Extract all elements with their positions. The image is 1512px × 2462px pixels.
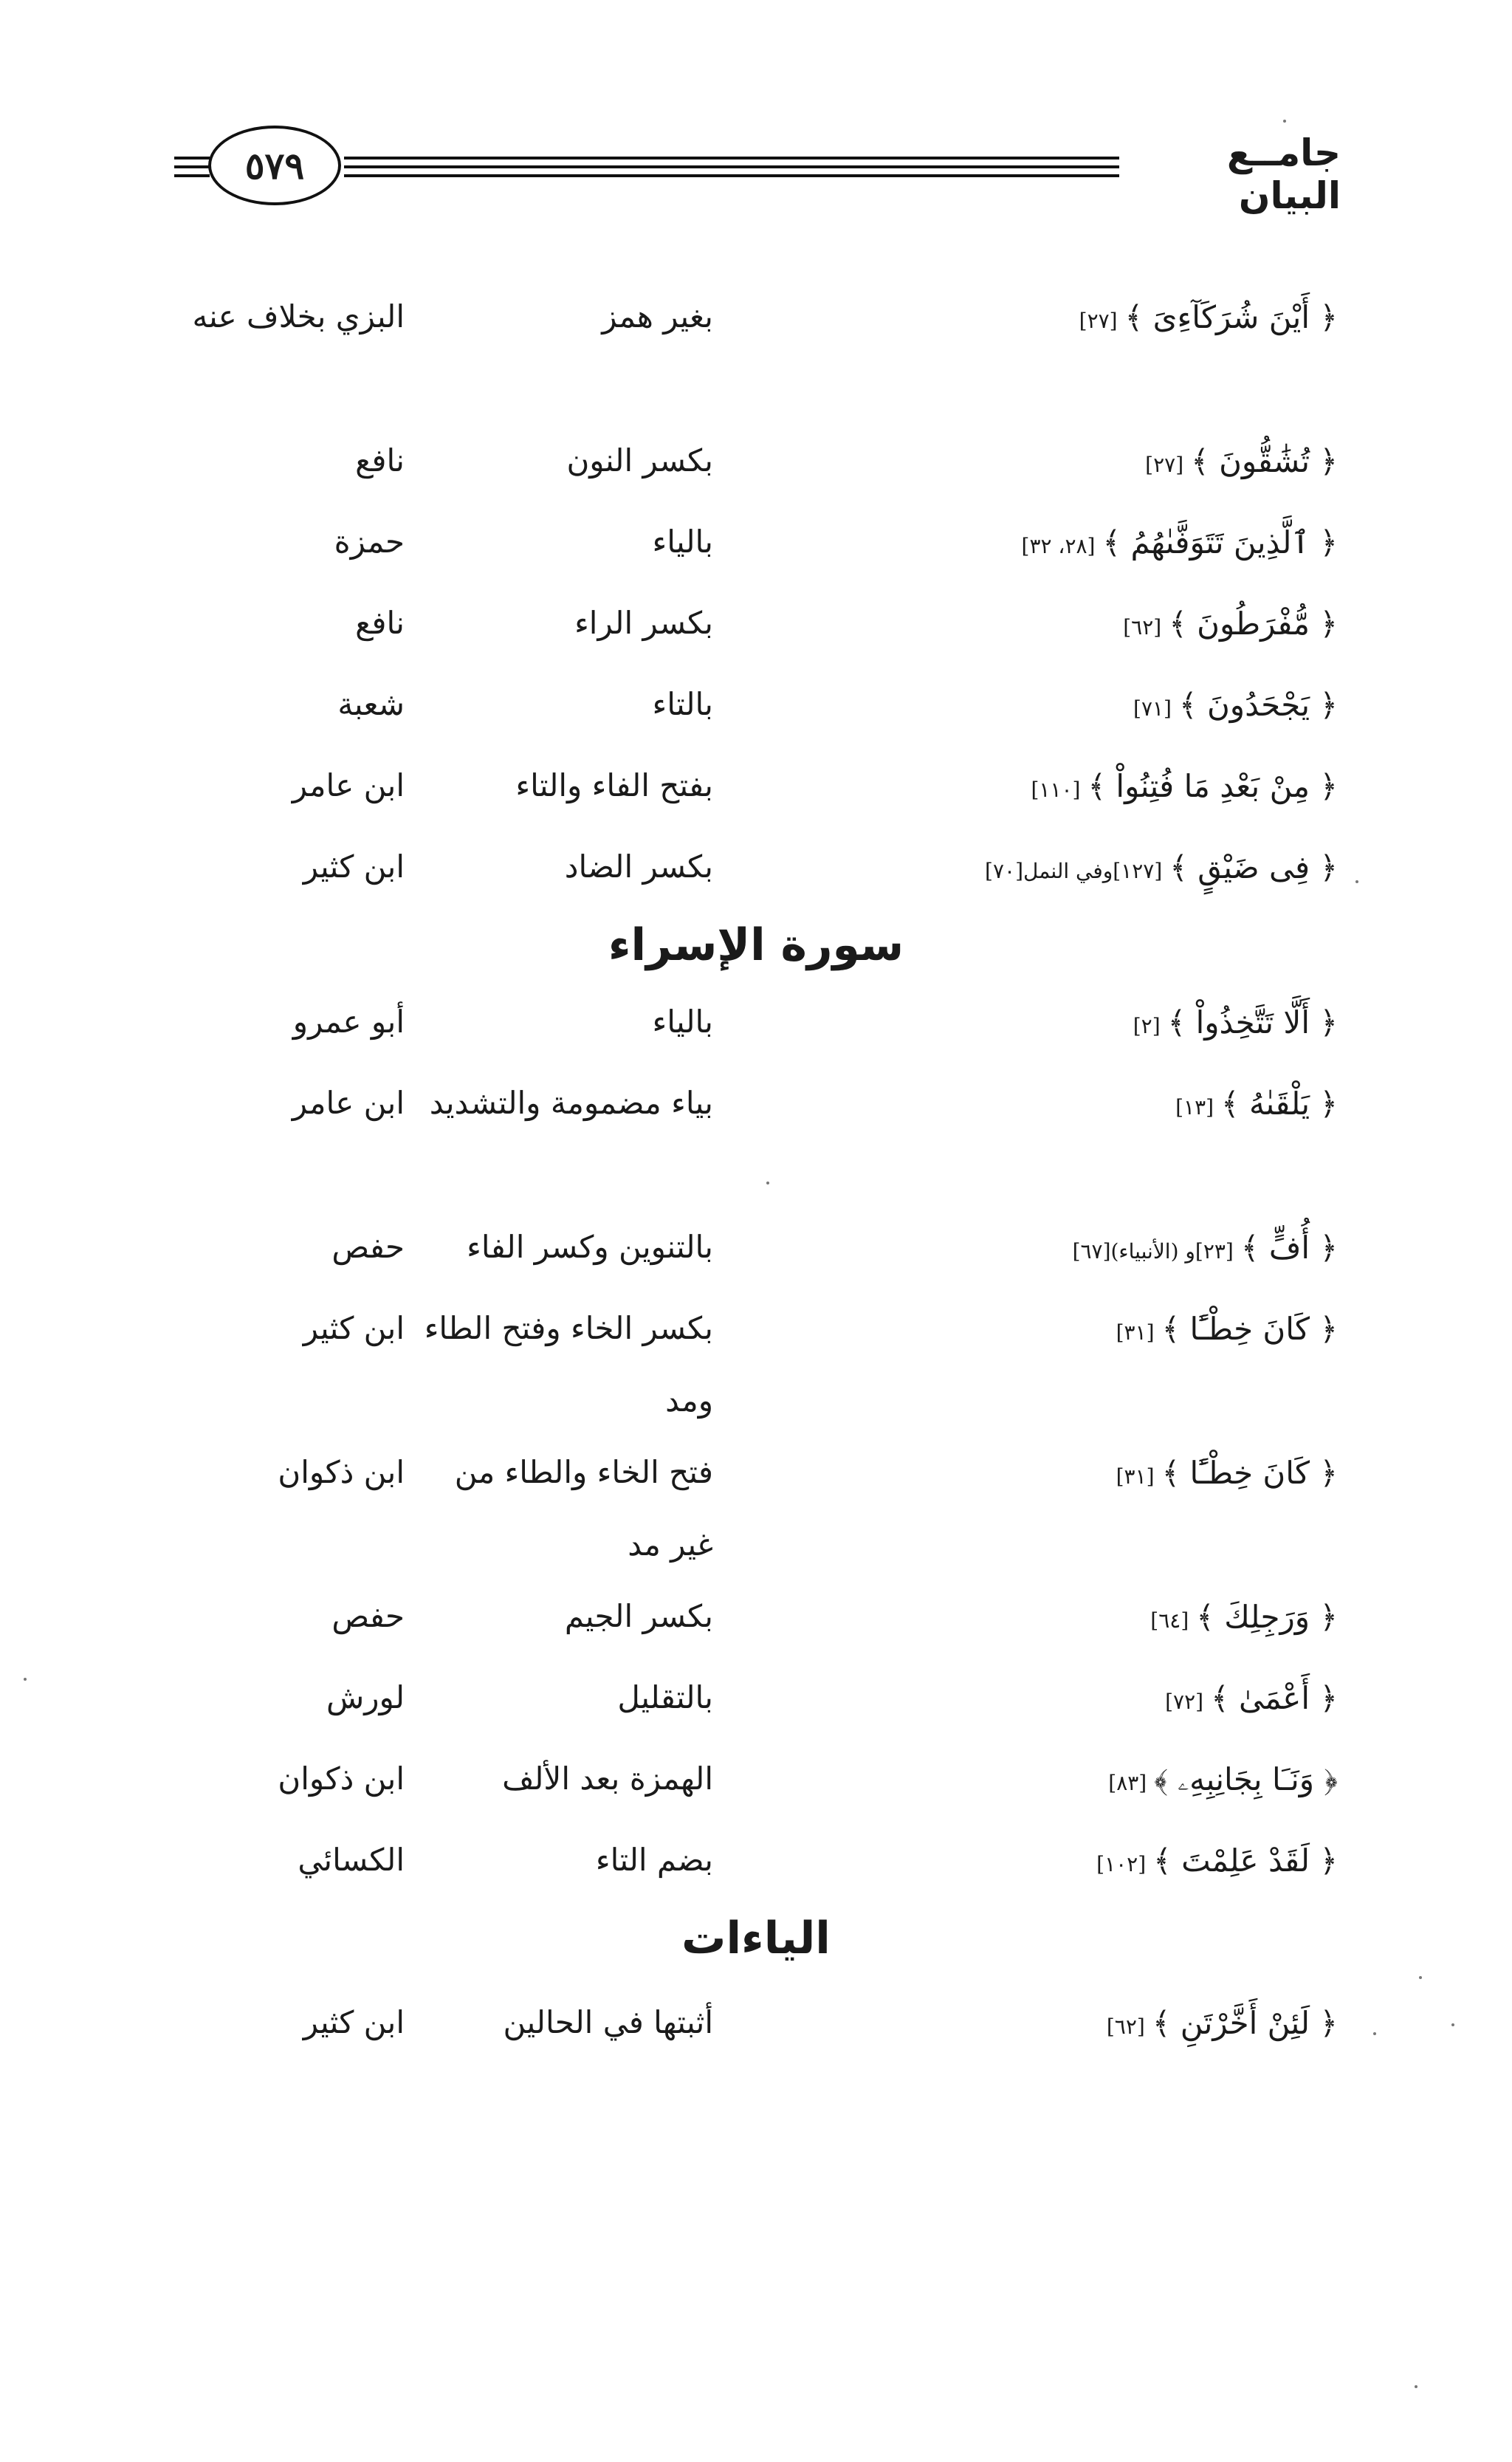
table-row [0, 1067, 1512, 1141]
reader-name: ابن ذكوان [278, 1454, 405, 1490]
reading-description: بالياء [652, 1004, 713, 1040]
reading-description: بضم التاء [595, 1842, 713, 1878]
table-row [0, 506, 1512, 580]
quran-word: ﴿ أَلَّا تَتَّخِذُواْ ﴾[٢] [1133, 1004, 1338, 1040]
reader-name: ابن ذكوان [278, 1760, 405, 1797]
quran-word: ﴿ تُشَٰقُّونَ ﴾[٢٧] [1145, 443, 1338, 479]
reading-description: بالتنوين وكسر الفاء [467, 1229, 713, 1265]
reader-name: نافع [355, 442, 405, 479]
reading-description: بكسر الجيم [564, 1598, 713, 1634]
verse-ref: [٣١] [1116, 1320, 1155, 1345]
quran-word: ﴿ أُفٍّ ﴾[٢٣]و (الأنبياء)[٦٧] [1072, 1230, 1338, 1266]
table-row [0, 831, 1512, 905]
section-title: الياءات [681, 1913, 831, 1964]
table-row [0, 1743, 1512, 1817]
reading-description: فتح الخاء والطاء من غير مد [454, 1454, 713, 1563]
header-rule [174, 157, 210, 160]
reading-description: الهمزة بعد الألف [502, 1760, 713, 1797]
verse-ref: [٢٣]و (الأنبياء)[٦٧] [1072, 1239, 1234, 1263]
reader-name: البزي بخلاف عنه [192, 298, 405, 335]
header-rule [344, 165, 1119, 168]
table-row [0, 281, 1512, 354]
verse-ref: [٦٤] [1150, 1608, 1189, 1633]
table-row [0, 668, 1512, 742]
verse-ref: [٧١] [1133, 696, 1172, 721]
verse-ref: [٧٢] [1165, 1690, 1204, 1714]
verse-ref: [١١٠] [1031, 778, 1081, 802]
table-row [0, 1986, 1512, 2060]
table-row [0, 1436, 1512, 1563]
table-row [0, 1662, 1512, 1735]
table-row [0, 587, 1512, 661]
section-title: سورة الإسراء [608, 919, 904, 971]
reading-description: بياء مضمومة والتشديد [429, 1085, 713, 1121]
quran-word: ﴿ كَانَ خِطْـًٔا ﴾[٣١] [1116, 1311, 1338, 1347]
quran-word: ﴿ يَجْحَدُونَ ﴾[٧١] [1133, 687, 1338, 723]
verse-ref: [٦٢] [1106, 2014, 1145, 2039]
quran-word: ﴿ وَنَـَا بِجَانِبِهِۦ ﴾[٨٣] [1108, 1761, 1338, 1797]
quran-word: ﴿ أَيْنَ شُرَكَآءِىَ ﴾[٢٧] [1079, 299, 1338, 335]
reading-description: بكسر الخاء وفتح الطاء ومد [424, 1310, 713, 1419]
verse-ref: [٦٢] [1123, 615, 1162, 639]
quran-word: ﴿ لَئِنْ أَخَّرْتَنِ ﴾[٦٢] [1106, 2005, 1338, 2041]
reading-description: أثبتها في الحالين [503, 2004, 713, 2040]
header-rule [344, 174, 1119, 177]
verse-ref: [١٢٧]وفي النمل[٧٠] [985, 859, 1163, 883]
verse-ref: [٣١] [1116, 1464, 1155, 1489]
table-row [0, 425, 1512, 498]
table-row [0, 1824, 1512, 1898]
reading-description: بالياء [652, 524, 713, 560]
reading-description: بالتاء [652, 686, 713, 722]
table-row [0, 1580, 1512, 1654]
reader-name: الكسائي [298, 1842, 405, 1878]
reading-description: بكسر النون [566, 442, 713, 479]
reader-name: حفص [331, 1598, 405, 1634]
quran-word: ﴿ فِى ضَيْقٍ ﴾[١٢٧]وفي النمل[٧٠] [985, 849, 1338, 885]
reading-description: بكسر الضاد [564, 848, 713, 885]
reading-description: بفتح الفاء والتاء [515, 767, 713, 803]
book-title: جامــع البيان [1226, 131, 1341, 217]
scan-speck [1419, 1976, 1422, 1979]
reader-name: ابن عامر [292, 767, 405, 803]
reading-description: بغير همز [602, 298, 713, 335]
verse-ref: [٢٧] [1145, 453, 1184, 477]
verse-ref: [٢] [1133, 1014, 1161, 1038]
verse-ref: [٢٧] [1079, 309, 1118, 333]
table-row [0, 986, 1512, 1060]
scan-speck [766, 1182, 769, 1184]
verse-ref: [١٠٢] [1096, 1852, 1147, 1876]
page-number: ٥٧٩ [208, 126, 341, 205]
reader-name: شعبة [337, 686, 405, 722]
header-rule [174, 165, 210, 168]
reader-name: ابن عامر [292, 1085, 405, 1121]
quran-word: ﴿ مِنْ بَعْدِ مَا فُتِنُواْ ﴾[١١٠] [1031, 768, 1338, 804]
quran-word: ﴿ وَرَجِلِكَ ﴾[٦٤] [1150, 1599, 1338, 1635]
header-rule [344, 157, 1119, 160]
table-row [0, 1292, 1512, 1419]
reader-name: حفص [331, 1229, 405, 1265]
scan-speck [1355, 880, 1358, 883]
header-rule [174, 174, 210, 177]
verse-ref: [٢٨، ٣٢] [1021, 534, 1096, 558]
verse-ref: [٨٣] [1108, 1771, 1147, 1795]
quran-word: ﴿ لَقَدْ عَلِمْتَ ﴾[١٠٢] [1096, 1842, 1338, 1879]
quran-word: ﴿ مُّفْرَطُونَ ﴾[٦٢] [1123, 606, 1338, 642]
scan-speck [1373, 2032, 1376, 2035]
verse-ref: [١٣] [1175, 1095, 1214, 1119]
reader-name: نافع [355, 605, 405, 641]
reader-name: لورش [326, 1679, 405, 1715]
quran-word: ﴿ يَلْقَىٰهُ ﴾[١٣] [1175, 1086, 1338, 1122]
table-row [0, 750, 1512, 823]
quran-word: ﴿ أَعْمَىٰ ﴾[٧٢] [1165, 1680, 1338, 1716]
reader-name: حمزة [334, 524, 405, 560]
table-row [0, 1211, 1512, 1285]
reader-name: ابن كثير [303, 848, 405, 885]
page-header [174, 126, 1341, 217]
reading-description: بكسر الراء [574, 605, 713, 641]
quran-word: ﴿ ٱلَّذِينَ تَتَوَفَّىٰهُمُ ﴾[٢٨، ٣٢] [1021, 524, 1338, 560]
reader-name: أبو عمرو [292, 1004, 405, 1040]
reader-name: ابن كثير [303, 2004, 405, 2040]
scan-speck [1415, 2385, 1418, 2388]
reader-name: ابن كثير [303, 1310, 405, 1346]
scan-speck [1283, 120, 1286, 123]
reading-description: بالتقليل [617, 1679, 713, 1715]
scan-speck [24, 1678, 27, 1681]
quran-word: ﴿ كَانَ خِطْـًٔا ﴾[٣١] [1116, 1455, 1338, 1491]
scan-speck [1451, 2023, 1454, 2026]
